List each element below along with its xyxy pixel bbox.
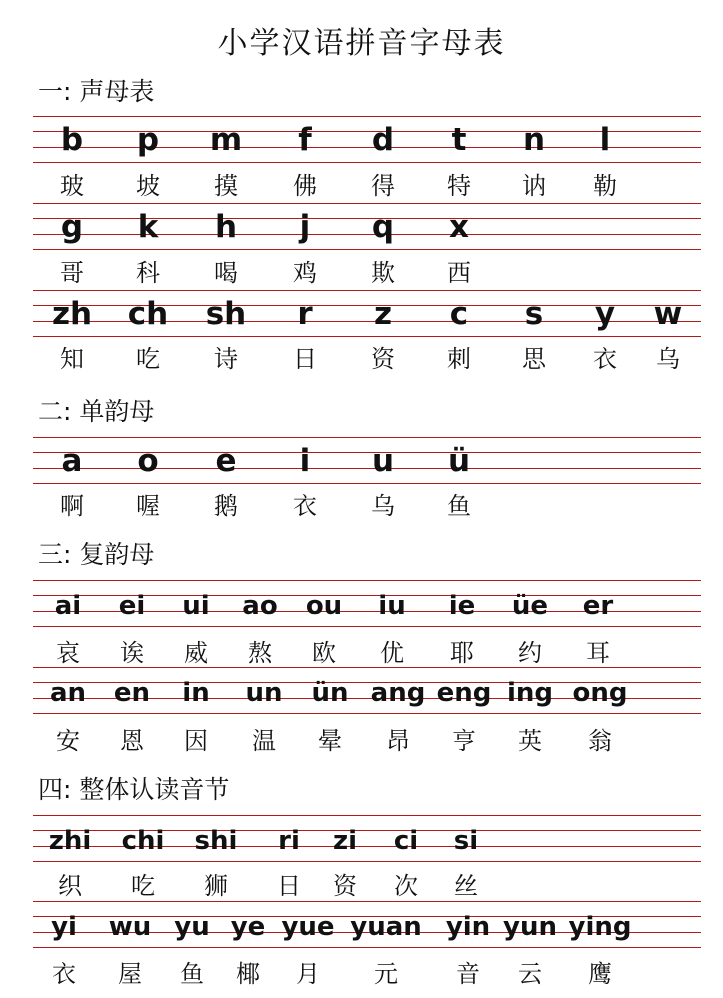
writing-line [33, 290, 701, 291]
example-character: 哥 [60, 259, 84, 287]
pinyin-row [33, 901, 701, 948]
pinyin-letter: yue [281, 912, 335, 942]
pinyin-letter: ri [278, 826, 300, 856]
writing-line [33, 203, 701, 204]
pinyin-letter: üe [511, 591, 549, 621]
example-character: 日 [277, 872, 301, 900]
example-character: 因 [184, 727, 208, 755]
pinyin-letter: t [451, 122, 467, 158]
example-character: 诶 [120, 639, 144, 667]
pinyin-letter: ong [572, 678, 628, 708]
example-character: 鹰 [588, 960, 612, 988]
example-character: 摸 [214, 172, 238, 200]
example-character: 音 [456, 960, 480, 988]
hanzi-row [33, 958, 701, 998]
writing-line [33, 947, 701, 948]
pinyin-letter: eng [436, 678, 492, 708]
writing-line [33, 667, 701, 668]
pinyin-letter: e [215, 443, 237, 479]
pinyin-letter: k [137, 209, 159, 245]
pinyin-letter: ai [54, 591, 82, 621]
example-character: 讷 [522, 172, 546, 200]
example-character: 英 [518, 727, 542, 755]
example-character: 次 [394, 872, 418, 900]
pinyin-letter: er [582, 591, 614, 621]
example-character: 衣 [293, 492, 317, 520]
pinyin-letter: si [453, 826, 479, 856]
example-character: 恩 [120, 727, 144, 755]
example-character: 温 [252, 727, 276, 755]
pinyin-row [33, 437, 701, 484]
example-character: 元 [374, 960, 398, 988]
pinyin-letter: yuan [350, 912, 422, 942]
page-title: 小学汉语拼音字母表 [217, 26, 506, 61]
example-character: 科 [136, 259, 160, 287]
hanzi-row [33, 725, 701, 765]
example-character: 云 [518, 960, 542, 988]
hanzi-row [33, 343, 701, 383]
pinyin-letter: yu [174, 912, 210, 942]
pinyin-letter: f [298, 122, 312, 158]
pinyin-letter: m [209, 122, 243, 158]
example-character: 得 [371, 172, 395, 200]
example-character: 威 [184, 639, 208, 667]
pinyin-letter: ao [242, 591, 278, 621]
pinyin-letter: w [653, 296, 683, 332]
pinyin-row [33, 203, 701, 250]
example-character: 吃 [136, 345, 160, 373]
example-character: 乌 [656, 345, 680, 373]
example-character: 安 [56, 727, 80, 755]
section-heading: 二: 单韵母 [38, 397, 155, 426]
pinyin-letter: h [214, 209, 238, 245]
pinyin-letter: yun [503, 912, 557, 942]
writing-line [33, 861, 701, 862]
example-character: 耶 [450, 639, 474, 667]
pinyin-letter: c [449, 296, 469, 332]
example-character: 乌 [371, 492, 395, 520]
writing-line [33, 901, 701, 902]
pinyin-letter: ie [448, 591, 476, 621]
pinyin-letter: wu [108, 912, 152, 942]
pinyin-letter: zi [332, 826, 358, 856]
example-character: 鱼 [180, 960, 204, 988]
hanzi-row [33, 490, 701, 530]
example-character: 约 [518, 639, 542, 667]
writing-line [33, 483, 701, 484]
pinyin-row [33, 667, 701, 714]
example-character: 昂 [386, 727, 410, 755]
example-character: 月 [296, 960, 320, 988]
example-character: 西 [447, 259, 471, 287]
pinyin-letter: un [245, 678, 283, 708]
example-character: 坡 [136, 172, 160, 200]
writing-line [33, 162, 701, 163]
pinyin-letter: p [136, 122, 160, 158]
pinyin-letter: q [371, 209, 395, 245]
writing-line [33, 468, 701, 469]
example-character: 特 [447, 172, 471, 200]
example-character: 衣 [593, 345, 617, 373]
pinyin-letter: u [371, 443, 395, 479]
writing-line [33, 249, 701, 250]
pinyin-letter: g [60, 209, 84, 245]
section-heading: 四: 整体认读音节 [38, 775, 230, 804]
pinyin-letter: y [594, 296, 616, 332]
pinyin-letter: o [137, 443, 159, 479]
example-character: 狮 [204, 872, 228, 900]
example-character: 织 [58, 872, 82, 900]
example-character: 喔 [136, 492, 160, 520]
pinyin-letter: ch [127, 296, 169, 332]
example-character: 鱼 [447, 492, 471, 520]
pinyin-letter: chi [121, 826, 165, 856]
pinyin-letter: l [599, 122, 611, 158]
section-heading: 三: 复韵母 [38, 540, 155, 569]
pinyin-letter: ing [506, 678, 554, 708]
pinyin-letter: iu [378, 591, 406, 621]
pinyin-letter: n [522, 122, 546, 158]
example-character: 玻 [60, 172, 84, 200]
writing-line [33, 218, 701, 219]
pinyin-letter: zhi [48, 826, 92, 856]
example-character: 思 [522, 345, 546, 373]
pinyin-letter: x [449, 209, 469, 245]
pinyin-letter: z [373, 296, 393, 332]
pinyin-letter: ang [370, 678, 426, 708]
example-character: 欺 [371, 259, 395, 287]
example-character: 亨 [452, 727, 476, 755]
pinyin-letter: r [297, 296, 313, 332]
pinyin-letter: en [113, 678, 151, 708]
pinyin-row [33, 116, 701, 163]
writing-line [33, 626, 701, 627]
example-character: 优 [380, 639, 404, 667]
example-character: 日 [293, 345, 317, 373]
pinyin-letter: b [60, 122, 84, 158]
example-character: 哀 [56, 639, 80, 667]
writing-line [33, 234, 701, 235]
example-character: 丝 [454, 872, 478, 900]
writing-line [33, 815, 701, 816]
pinyin-letter: s [524, 296, 544, 332]
example-character: 欧 [312, 639, 336, 667]
example-character: 资 [333, 872, 357, 900]
pinyin-letter: d [371, 122, 395, 158]
pinyin-letter: ei [118, 591, 146, 621]
pinyin-letter: ou [305, 591, 343, 621]
example-character: 吃 [131, 872, 155, 900]
pinyin-letter: j [299, 209, 311, 245]
example-character: 鸡 [293, 259, 317, 287]
example-character: 衣 [52, 960, 76, 988]
example-character: 椰 [236, 960, 260, 988]
example-character: 鹅 [214, 492, 238, 520]
pinyin-letter: yin [445, 912, 491, 942]
pinyin-letter: yi [51, 912, 77, 942]
pinyin-letter: a [61, 443, 83, 479]
writing-line [33, 713, 701, 714]
example-character: 资 [371, 345, 395, 373]
pinyin-letter: ye [230, 912, 266, 942]
writing-line [33, 580, 701, 581]
section-heading: 一: 声母表 [38, 77, 155, 106]
writing-line [33, 336, 701, 337]
pinyin-row [33, 290, 701, 337]
pinyin-letter: ying [568, 912, 632, 942]
example-character: 晕 [318, 727, 342, 755]
example-character: 屋 [118, 960, 142, 988]
example-character: 翁 [588, 727, 612, 755]
example-character: 诗 [214, 345, 238, 373]
pinyin-letter: sh [205, 296, 247, 332]
pinyin-letter: shi [194, 826, 238, 856]
example-character: 佛 [293, 172, 317, 200]
writing-line [33, 437, 701, 438]
pinyin-letter: ui [182, 591, 210, 621]
pinyin-letter: an [49, 678, 87, 708]
example-character: 刺 [447, 345, 471, 373]
pinyin-letter: in [182, 678, 210, 708]
pinyin-letter: ci [393, 826, 419, 856]
pinyin-letter: i [299, 443, 311, 479]
pinyin-row [33, 815, 701, 862]
pinyin-letter: zh [51, 296, 93, 332]
example-character: 勒 [593, 172, 617, 200]
example-character: 知 [60, 345, 84, 373]
pinyin-row [33, 580, 701, 627]
example-character: 熬 [248, 639, 272, 667]
pinyin-letter: ün [311, 678, 349, 708]
example-character: 喝 [214, 259, 238, 287]
pinyin-letter: ü [447, 443, 471, 479]
example-character: 耳 [586, 639, 610, 667]
example-character: 啊 [60, 492, 84, 520]
writing-line [33, 116, 701, 117]
writing-line [33, 452, 701, 453]
